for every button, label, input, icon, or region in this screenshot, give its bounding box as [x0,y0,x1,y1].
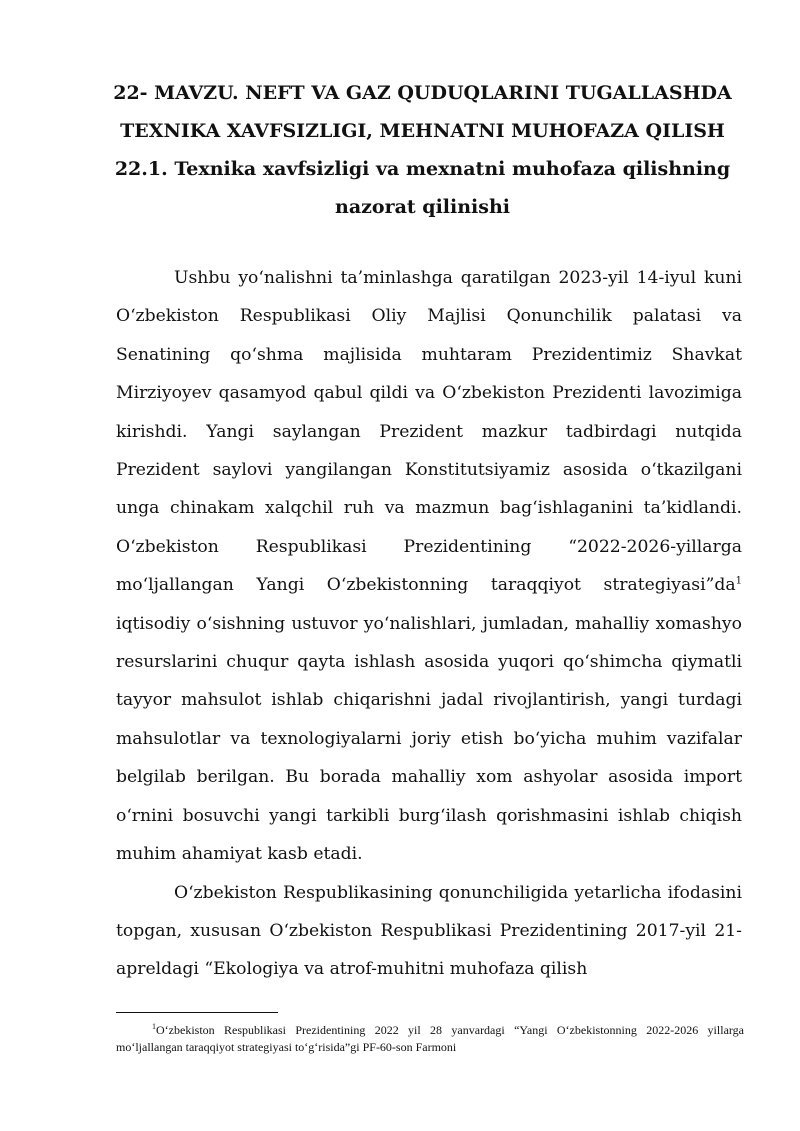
footnote [116,1022,744,1056]
footnote-reference[interactable]: 1 [735,575,742,587]
heading-line-1: 22- MAVZU. NEFT VA GAZ QUDUQLARINI TUGALLASHDA [113,82,732,104]
paragraph-1-part-a: Ushbu yo‘nalishni ta’minlashga qaratilgan 2023-yil 14-iyul kuni O‘zbekiston Respublikasi Oliy Majlisi Qonunchilik palatasi va Senatining qo‘shma majlisida muhtaram Prezidentimiz Shavkat Mirziyoyev qasamyod qabul qildi va O‘zbekiston Prezidenti lavozimiga kirishdi. Yangi saylangan Prezident mazkur tadbirdagi nutqida Prezident saylovi yangilangan Konstitutsiyamiz asosida o‘tkazilgani unga chinakam xalqchil ruh va mazmun bag‘ishlaganini ta’kidlandi. O‘zbekiston Respublikasi Prezidentining “2022-2026-yillarga mo‘ljallangan Yangi O‘zbekistonning taraqqiyot strategiyasi”da [116,268,742,596]
heading-line-2: TEXNIKA XAVFSIZLIGI, MEHNATNI MUHOFAZA QILISH [120,120,725,142]
section-heading [100,74,745,226]
heading-line-3: 22.1. Texnika xavfsizligi va mexnatni muhofaza qilishning [114,158,731,180]
footnote-separator [116,1012,278,1013]
paragraph-1-part-b: iqtisodiy o‘sishning ustuvor yo‘nalishlari, jumladan, mahalliy xomashyo resurslarini chuqur qayta ishlash asosida yuqori qo‘shimcha qiymatli tayyor mahsulot ishlab chiqarishni jadal rivojlantirish, yangi turdagi mahsulotlar va texnologiyalarni joriy etish bo‘yicha muhim vazifalar belgilab berilgan. Bu borada mahalliy xom ashyolar asosida import o‘rnini bosuvchi yangi tarkibli burg‘ilash qorishmasini ishlab chiqish muhim ahamiyat kasb etadi. [116,613,742,865]
heading-line-4: nazorat qilinishi [335,196,510,218]
paragraph-1 [116,259,742,874]
body-text [116,259,742,989]
footnote-marker: 1 [152,1022,156,1031]
footnote-text: O‘zbekiston Respublikasi Prezidentining 2022 yil 28 yanvardagi “Yangi O‘zbekistonning 2022-2026 yillarga mo‘ljallangan taraqqiyot strategiyasi to‘g‘risida”gi PF-60-son Farmoni [116,1023,744,1054]
paragraph-2: O‘zbekiston Respublikasining qonunchiligida yetarlicha ifodasini topgan, xususan O‘zbekiston Respublikasi Prezidentining 2017-yil 21-apreldagi “Ekologiya va atrof-muhitni muhofaza qilish [116,882,742,980]
